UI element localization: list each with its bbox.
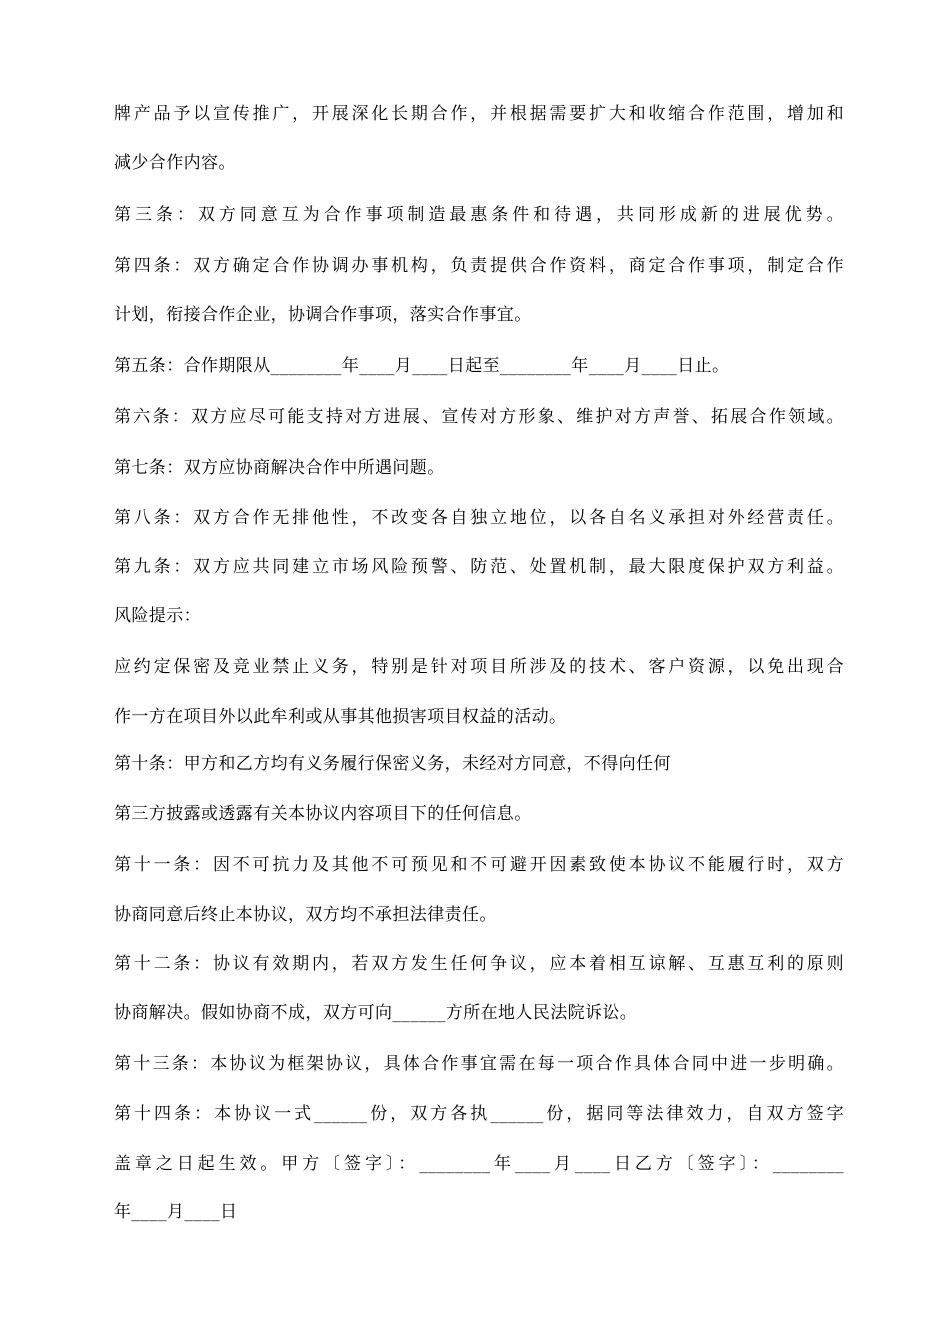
text-line-4: 第四条：双方确定合作协调办事机构，负责提供合作资料，商定合作事项，制定合作 xyxy=(114,256,844,276)
text-line-20: 第十三条：本协议为框架协议，具体合作事宜需在每一项合作具体合同中进一步明确。 xyxy=(114,1054,844,1074)
text-line-11: 风险提示： xyxy=(114,606,201,626)
text-line-18: 第十二条：协议有效期内，若双方发生任何争议，应本着相互谅解、互惠互利的原则 xyxy=(114,954,844,974)
text-line-3: 第三条：双方同意互为合作事项制造最惠条件和待遇，共同形成新的进展优势。 xyxy=(114,205,844,225)
text-line-10: 第九条：双方应共同建立市场风险预警、防范、处置机制，最大限度保护双方利益。 xyxy=(114,557,844,577)
text-line-14: 第十条：甲方和乙方均有义务履行保密义务，未经对方同意，不得向任何 xyxy=(114,754,671,774)
text-line-19: 协商解决。假如协商不成，双方可向______方所在地人民法院诉讼。 xyxy=(114,1003,638,1023)
text-line-17: 协商同意后终止本协议，双方均不承担法律责任。 xyxy=(114,905,497,925)
text-line-15: 第三方披露或透露有关本协议内容项目下的任何信息。 xyxy=(114,804,532,824)
text-line-12: 应约定保密及竞业禁止义务，特别是针对项目所涉及的技术、客户资源，以免出现合 xyxy=(114,657,844,677)
text-line-22: 盖章之日起生效。甲方〔签字〕：________年____月____日乙方〔签字〕：________ xyxy=(114,1154,844,1174)
text-line-23: 年____月____日 xyxy=(114,1202,238,1222)
text-line-5: 计划，衔接合作企业，协调合作事项，落实合作事宜。 xyxy=(114,305,532,325)
text-line-1: 牌产品予以宣传推广，开展深化长期合作，并根据需要扩大和收缩合作范围，增加和 xyxy=(114,104,844,124)
text-line-9: 第八条：双方合作无排他性，不改变各自独立地位，以各自名义承担对外经营责任。 xyxy=(114,508,844,528)
text-line-2: 减少合作内容。 xyxy=(114,153,236,173)
text-line-8: 第七条：双方应协商解决合作中所遇问题。 xyxy=(114,458,445,478)
text-line-7: 第六条：双方应尽可能支持对方进展、宣传对方形象、维护对方声誉、拓展合作领域。 xyxy=(114,407,844,427)
text-line-6: 第五条：合作期限从________年____月____日起至________年____月____日止。 xyxy=(114,356,730,376)
text-line-16: 第十一条：因不可抗力及其他不可预见和不可避开因素致使本协议不能履行时，双方 xyxy=(114,855,844,875)
text-line-21: 第十四条：本协议一式______份，双方各执______份，据同等法律效力，自双方签字 xyxy=(114,1104,844,1124)
text-line-13: 作一方在项目外以此牟利或从事其他损害项目权益的活动。 xyxy=(114,707,567,727)
